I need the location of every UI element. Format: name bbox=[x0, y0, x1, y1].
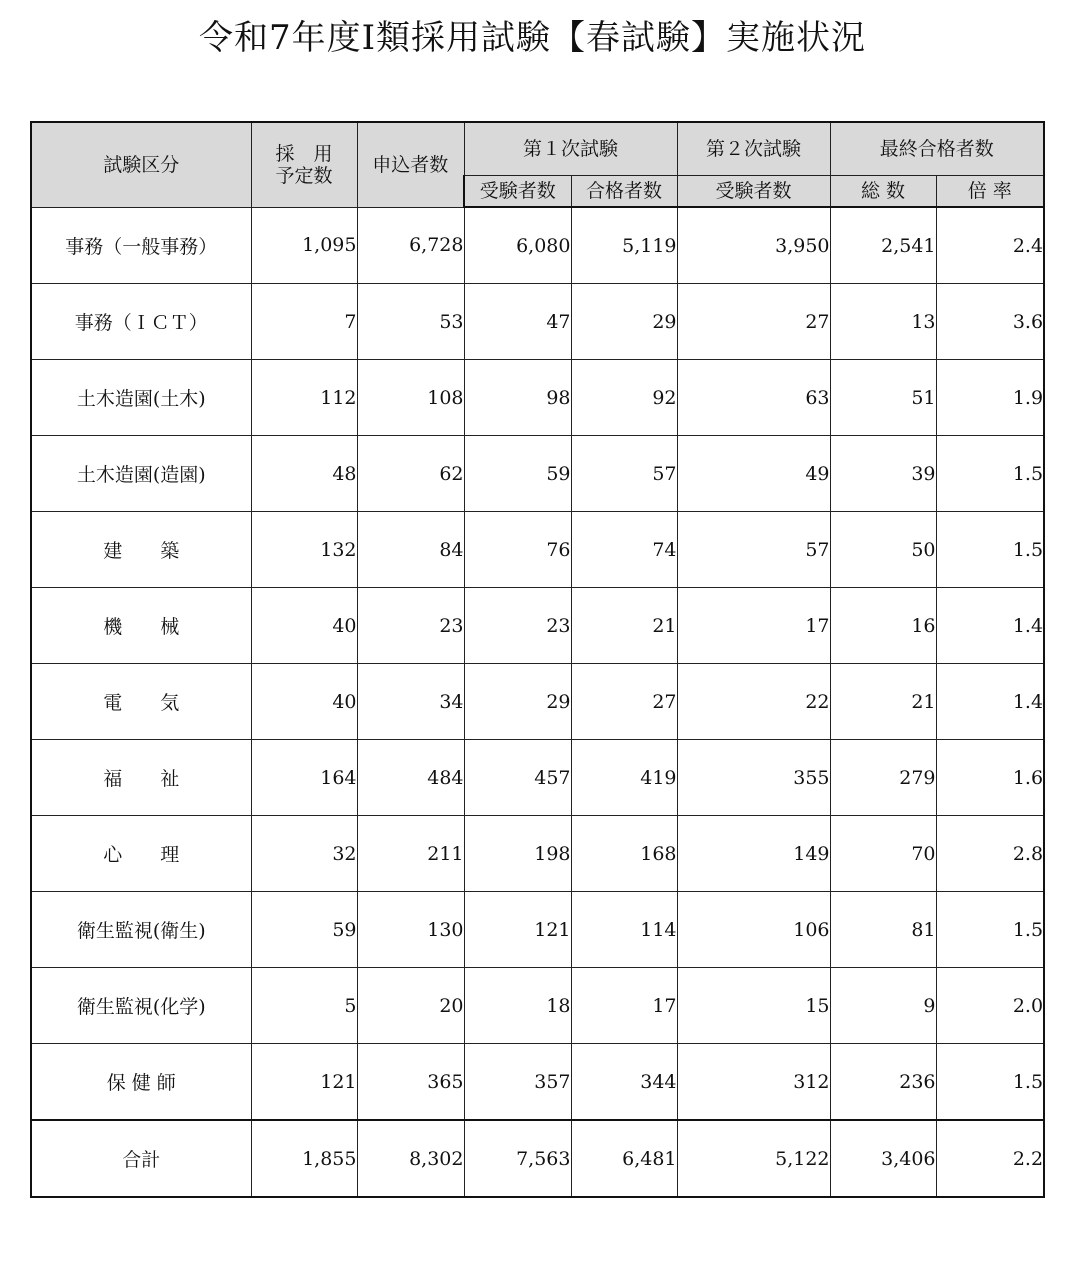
row-second-examinees: 63 bbox=[677, 360, 830, 436]
row-second-examinees: 355 bbox=[677, 740, 830, 816]
row-applicants: 6,728 bbox=[357, 207, 464, 284]
row-applicants: 23 bbox=[357, 588, 464, 664]
header-final: 最終合格者数 bbox=[830, 122, 1044, 176]
row-planned: 32 bbox=[251, 816, 357, 892]
table-row bbox=[31, 284, 1044, 360]
table-row bbox=[31, 436, 1044, 512]
row-applicants: 365 bbox=[357, 1044, 464, 1121]
row-planned: 7 bbox=[251, 284, 357, 360]
row-final-total: 9 bbox=[830, 968, 936, 1044]
table-row bbox=[31, 1044, 1044, 1121]
header-applicants: 申込者数 bbox=[357, 122, 464, 207]
row-first-passed: 29 bbox=[571, 284, 677, 360]
row-first-examinees: 59 bbox=[464, 436, 571, 512]
row-ratio: 1.5 bbox=[936, 892, 1044, 968]
row-first-examinees: 47 bbox=[464, 284, 571, 360]
row-applicants: 53 bbox=[357, 284, 464, 360]
row-ratio: 1.4 bbox=[936, 664, 1044, 740]
table-row bbox=[31, 892, 1044, 968]
row-final-total: 70 bbox=[830, 816, 936, 892]
header-final-total: 総 数 bbox=[830, 176, 936, 208]
row-category: 土木造園(土木) bbox=[31, 360, 251, 436]
row-first-examinees: 357 bbox=[464, 1044, 571, 1121]
row-first-passed: 344 bbox=[571, 1044, 677, 1121]
total-second-examinees: 5,122 bbox=[677, 1120, 830, 1197]
row-second-examinees: 3,950 bbox=[677, 207, 830, 284]
row-category: 福 祉 bbox=[31, 740, 251, 816]
row-planned: 40 bbox=[251, 664, 357, 740]
header-planned-line2: 予定数 bbox=[275, 164, 333, 187]
table-row bbox=[31, 968, 1044, 1044]
row-category: 心 理 bbox=[31, 816, 251, 892]
row-category: 機 械 bbox=[31, 588, 251, 664]
row-planned: 5 bbox=[251, 968, 357, 1044]
row-planned: 112 bbox=[251, 360, 357, 436]
row-first-examinees: 198 bbox=[464, 816, 571, 892]
row-planned: 121 bbox=[251, 1044, 357, 1121]
row-category: 土木造園(造園) bbox=[31, 436, 251, 512]
row-ratio: 2.0 bbox=[936, 968, 1044, 1044]
row-second-examinees: 27 bbox=[677, 284, 830, 360]
header-second-examinees: 受験者数 bbox=[677, 176, 830, 208]
row-category: 事務（ＩＣＴ） bbox=[31, 284, 251, 360]
row-category: 衛生監視(化学) bbox=[31, 968, 251, 1044]
row-first-passed: 74 bbox=[571, 512, 677, 588]
row-applicants: 130 bbox=[357, 892, 464, 968]
row-applicants: 20 bbox=[357, 968, 464, 1044]
row-first-passed: 21 bbox=[571, 588, 677, 664]
row-planned: 59 bbox=[251, 892, 357, 968]
table-row bbox=[31, 816, 1044, 892]
row-ratio: 1.5 bbox=[936, 436, 1044, 512]
row-applicants: 211 bbox=[357, 816, 464, 892]
row-planned: 164 bbox=[251, 740, 357, 816]
total-category: 合計 bbox=[31, 1120, 251, 1197]
row-ratio: 1.4 bbox=[936, 588, 1044, 664]
row-ratio: 1.9 bbox=[936, 360, 1044, 436]
row-first-passed: 17 bbox=[571, 968, 677, 1044]
row-final-total: 39 bbox=[830, 436, 936, 512]
exam-status-table bbox=[30, 121, 1045, 1198]
header-planned bbox=[251, 122, 357, 207]
row-applicants: 484 bbox=[357, 740, 464, 816]
row-first-passed: 92 bbox=[571, 360, 677, 436]
row-planned: 132 bbox=[251, 512, 357, 588]
row-first-examinees: 76 bbox=[464, 512, 571, 588]
row-planned: 40 bbox=[251, 588, 357, 664]
row-first-examinees: 98 bbox=[464, 360, 571, 436]
row-ratio: 1.6 bbox=[936, 740, 1044, 816]
header-second-exam: 第２次試験 bbox=[677, 122, 830, 176]
table-row bbox=[31, 207, 1044, 284]
row-second-examinees: 49 bbox=[677, 436, 830, 512]
row-final-total: 236 bbox=[830, 1044, 936, 1121]
row-second-examinees: 17 bbox=[677, 588, 830, 664]
row-category: 電 気 bbox=[31, 664, 251, 740]
row-applicants: 84 bbox=[357, 512, 464, 588]
row-first-passed: 114 bbox=[571, 892, 677, 968]
table-row bbox=[31, 740, 1044, 816]
row-final-total: 51 bbox=[830, 360, 936, 436]
header-first-passed: 合格者数 bbox=[571, 176, 677, 208]
row-first-examinees: 29 bbox=[464, 664, 571, 740]
row-final-total: 279 bbox=[830, 740, 936, 816]
total-final-total: 3,406 bbox=[830, 1120, 936, 1197]
row-first-passed: 5,119 bbox=[571, 207, 677, 284]
total-first-examinees: 7,563 bbox=[464, 1120, 571, 1197]
row-final-total: 13 bbox=[830, 284, 936, 360]
row-final-total: 81 bbox=[830, 892, 936, 968]
row-first-passed: 57 bbox=[571, 436, 677, 512]
table-row bbox=[31, 588, 1044, 664]
row-ratio: 2.4 bbox=[936, 207, 1044, 284]
row-second-examinees: 312 bbox=[677, 1044, 830, 1121]
table-row bbox=[31, 664, 1044, 740]
total-first-passed: 6,481 bbox=[571, 1120, 677, 1197]
row-first-examinees: 6,080 bbox=[464, 207, 571, 284]
table-row bbox=[31, 360, 1044, 436]
header-category: 試験区分 bbox=[31, 122, 251, 207]
row-first-examinees: 23 bbox=[464, 588, 571, 664]
row-ratio: 1.5 bbox=[936, 512, 1044, 588]
row-category: 衛生監視(衛生) bbox=[31, 892, 251, 968]
row-final-total: 50 bbox=[830, 512, 936, 588]
row-first-examinees: 457 bbox=[464, 740, 571, 816]
row-applicants: 108 bbox=[357, 360, 464, 436]
row-final-total: 2,541 bbox=[830, 207, 936, 284]
row-planned: 1,095 bbox=[251, 207, 357, 284]
total-ratio: 2.2 bbox=[936, 1120, 1044, 1197]
row-second-examinees: 149 bbox=[677, 816, 830, 892]
row-final-total: 21 bbox=[830, 664, 936, 740]
row-second-examinees: 57 bbox=[677, 512, 830, 588]
row-first-passed: 168 bbox=[571, 816, 677, 892]
row-planned: 48 bbox=[251, 436, 357, 512]
page-title: 令和7年度Ⅰ類採用試験【春試験】実施状況 bbox=[198, 18, 867, 58]
total-row bbox=[31, 1120, 1044, 1197]
row-ratio: 3.6 bbox=[936, 284, 1044, 360]
row-second-examinees: 15 bbox=[677, 968, 830, 1044]
row-ratio: 2.8 bbox=[936, 816, 1044, 892]
row-first-examinees: 18 bbox=[464, 968, 571, 1044]
header-planned-line1: 採 用 bbox=[275, 142, 333, 165]
header-first-examinees: 受験者数 bbox=[464, 176, 571, 208]
row-second-examinees: 106 bbox=[677, 892, 830, 968]
header-first-exam: 第１次試験 bbox=[464, 122, 677, 176]
header-ratio: 倍 率 bbox=[936, 176, 1044, 208]
table-row bbox=[31, 512, 1044, 588]
row-category: 建 築 bbox=[31, 512, 251, 588]
row-final-total: 16 bbox=[830, 588, 936, 664]
row-category: 事務（一般事務） bbox=[31, 207, 251, 284]
row-ratio: 1.5 bbox=[936, 1044, 1044, 1121]
row-applicants: 62 bbox=[357, 436, 464, 512]
row-first-examinees: 121 bbox=[464, 892, 571, 968]
total-planned: 1,855 bbox=[251, 1120, 357, 1197]
row-second-examinees: 22 bbox=[677, 664, 830, 740]
row-category: 保 健 師 bbox=[31, 1044, 251, 1121]
row-first-passed: 27 bbox=[571, 664, 677, 740]
row-first-passed: 419 bbox=[571, 740, 677, 816]
row-applicants: 34 bbox=[357, 664, 464, 740]
total-applicants: 8,302 bbox=[357, 1120, 464, 1197]
